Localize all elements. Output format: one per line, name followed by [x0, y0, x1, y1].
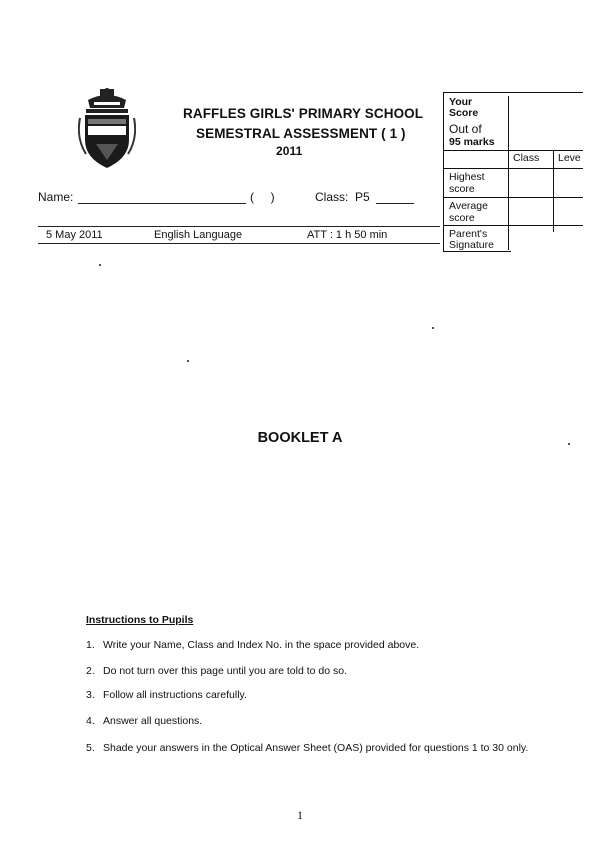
- scan-speck: [187, 360, 189, 362]
- name-field[interactable]: [78, 203, 246, 204]
- instruction-number: 5.: [86, 742, 95, 754]
- name-label: Name:: [38, 190, 74, 204]
- assessment-year: 2011: [276, 144, 303, 158]
- average-score-label: score: [449, 212, 475, 224]
- highest-score-label: Highest: [449, 171, 485, 183]
- school-crest-icon: [78, 88, 136, 170]
- exam-subject: English Language: [154, 229, 243, 241]
- score-box-border: [553, 150, 554, 232]
- scan-speck: [432, 327, 434, 329]
- your-score-label: Your: [449, 96, 473, 108]
- instruction-item: [86, 689, 553, 702]
- exam-duration: ATT : 1 h 50 min: [307, 229, 388, 241]
- instruction-text: Do not turn over this page until you are told to do so.: [103, 665, 347, 677]
- instruction-text: Follow all instructions carefully.: [103, 689, 247, 701]
- scan-speck: [99, 264, 101, 266]
- instruction-text: Write your Name, Class and Index No. in the space provided above.: [103, 639, 420, 651]
- instruction-text: Answer all questions.: [103, 715, 203, 727]
- score-box-border: [443, 150, 583, 151]
- class-label: Class: P5: [315, 190, 370, 204]
- parent-signature-label: Parent's: [449, 228, 488, 240]
- instructions-title: Instructions to Pupils: [86, 614, 194, 626]
- index-number-field[interactable]: ( ): [250, 190, 275, 204]
- assessment-title: SEMESTRAL ASSESSMENT ( 1 ): [196, 126, 406, 141]
- parent-signature-label: Signature: [449, 239, 494, 251]
- instruction-item: [86, 639, 553, 652]
- page-number: 1: [297, 808, 303, 822]
- instruction-text: Shade your answers in the Optical Answer Sheet (OAS) provided for questions 1 to 30 only.: [103, 742, 529, 754]
- score-box-border: [443, 92, 444, 252]
- instruction-item: [86, 665, 553, 678]
- level-column-header: Leve: [558, 152, 581, 164]
- booklet-title: BOOKLET A: [257, 430, 343, 446]
- score-box-border: [443, 168, 583, 169]
- instruction-item: [86, 742, 553, 755]
- score-box-border: [443, 225, 583, 226]
- instruction-number: 3.: [86, 689, 95, 701]
- divider: [38, 243, 440, 244]
- exam-date: 5 May 2011: [46, 229, 103, 241]
- instruction-number: 1.: [86, 639, 95, 651]
- school-name: RAFFLES GIRLS' PRIMARY SCHOOL: [183, 106, 424, 121]
- your-score-label: Score: [449, 107, 479, 119]
- divider: [38, 226, 440, 227]
- out-of-label: Out of: [449, 122, 482, 136]
- score-box-border: [443, 251, 511, 252]
- instruction-number: 2.: [86, 665, 95, 677]
- class-column-header: Class: [513, 152, 540, 164]
- instruction-number: 4.: [86, 715, 95, 727]
- instruction-item: [86, 715, 553, 728]
- highest-score-label: score: [449, 183, 475, 195]
- class-field[interactable]: [376, 203, 414, 204]
- average-score-label: Average: [449, 200, 488, 212]
- score-box-border: [443, 197, 583, 198]
- scan-speck: [568, 443, 570, 445]
- total-marks-label: 95 marks: [449, 136, 495, 148]
- score-box-border: [443, 92, 583, 93]
- score-box-border: [508, 96, 509, 250]
